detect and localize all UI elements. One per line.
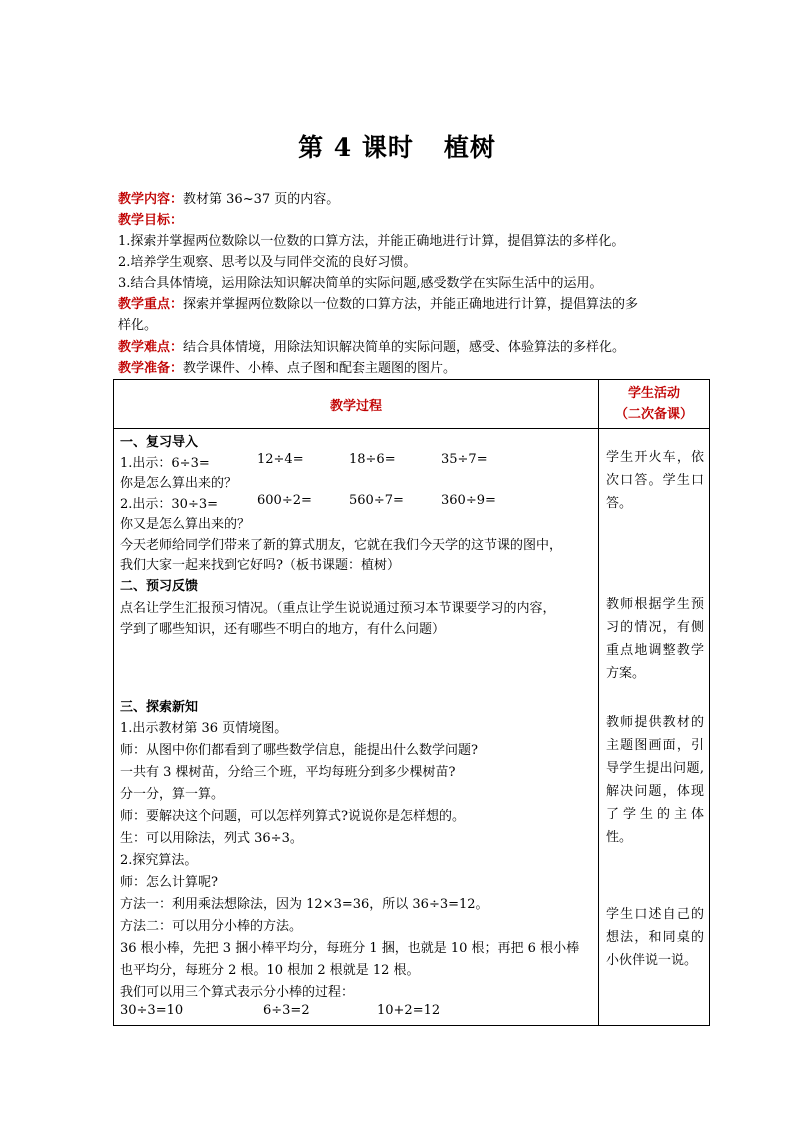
preview-text-line-2: 学到了哪些知识，还有哪些不明白的地方，有什么问题）: [120, 622, 446, 637]
explore-line: 师：怎么计算呢?: [120, 875, 218, 890]
teaching-goals-label: 教学目标：: [118, 213, 184, 228]
teaching-content-label: 教学内容：: [118, 192, 184, 207]
section-review-heading: 一、复习导入: [120, 435, 199, 450]
lesson-topic: 植树: [443, 133, 496, 162]
teaching-key-label: 教学重点：: [118, 297, 184, 312]
explore-line: 我们可以用三个算式表示分小棒的过程：: [120, 985, 355, 1000]
explore-line: 一共有 3 棵树苗，分给三个班，平均每班分到多少棵树苗?: [120, 765, 456, 780]
activity-preview: 教师根据学生预习的情况，有侧重点地调整教学方案。: [606, 597, 704, 681]
review-question-1: 你是怎么算出来的？: [120, 476, 238, 491]
teaching-key-point: [118, 295, 708, 315]
lesson-plan-table: [113, 379, 710, 1026]
review-question-2: 你又是怎么算出来的？: [120, 517, 251, 532]
process-header: 教学过程: [114, 380, 599, 429]
teaching-prep-text: 教学课件、小棒、点子图和配套主题图的图片。: [183, 361, 457, 376]
explore-line: 生：可以用除法，列式 36÷3。: [120, 831, 303, 846]
review-expr: 12÷4=: [257, 452, 304, 467]
activity-discuss: 学生口述自己的想法，和同桌的小伙伴说一说。: [606, 907, 704, 968]
review-expr: 35÷7=: [441, 452, 488, 467]
process-cell: [114, 429, 599, 1026]
teaching-difficulty-text: 结合具体情境，用除法知识解决简单的实际问题，感受、体验算法的多样化。: [183, 340, 626, 355]
teaching-difficulty: [118, 338, 718, 358]
teaching-prep-label: 教学准备：: [118, 361, 184, 376]
teaching-key-text: 探索并掌握两位数除以一位数的口算方法，并能正确地进行计算，提倡算法的多: [183, 297, 639, 312]
activity-cell: [599, 429, 710, 1026]
activity-explore: 教师提供教材的主题图画面，引导学生提出问题,解决问题，体现了学生的主体性。: [606, 715, 704, 845]
teaching-content-text: 教材第 36~37 页的内容。: [183, 192, 340, 207]
teaching-content: [118, 190, 718, 210]
equation: 10+2=12: [377, 1003, 441, 1018]
review-intro-line-2: 我们大家一起来找到它好吗?（板书课题：植树）: [120, 558, 400, 573]
review-intro-line-1: 今天老师给同学们带来了新的算式朋友，它就在我们今天学的这节课的图中，: [120, 538, 563, 553]
teaching-key-text-continued: 样化。: [118, 318, 158, 333]
teaching-goals-heading: [118, 211, 718, 231]
explore-line: 分一分，算一算。: [120, 787, 225, 802]
lesson-title: [0, 128, 794, 164]
table-header-row: [114, 380, 710, 429]
table-body-row: [114, 429, 710, 1026]
review-expr: 600÷2=: [257, 493, 312, 508]
explore-line: 方法二：可以用分小棒的方法。: [120, 919, 303, 934]
lesson-number: 第 4 课时: [298, 133, 414, 162]
explore-line: 师：从图中你们都看到了哪些数学信息，能提出什么数学问题?: [120, 743, 478, 758]
preview-text-line-1: 点名让学生汇报预习情况。（重点让学生说说通过预习本节课要学习的内容，: [120, 601, 556, 616]
activity-review: 学生开火车，依次口答。学生口答。: [606, 450, 704, 511]
explore-line: 1.出示教材第 36 页情境图。: [120, 721, 288, 736]
review-expr: 560÷7=: [349, 493, 404, 508]
review-expr: 18÷6=: [349, 452, 396, 467]
explore-line: 也平均分，每班分 2 根。10 根加 2 根就是 12 根。: [120, 963, 420, 978]
equation: 30÷3=10: [120, 1003, 184, 1018]
activity-header-subtitle: （二次备课）: [614, 407, 693, 422]
explore-line: 36 根小棒，先把 3 捆小棒平均分，每班分 1 捆，也就是 10 根；再把 6 根小棒: [120, 941, 580, 956]
review-expr: 2.出示：30÷3=: [120, 497, 219, 512]
section-explore-heading: 三、探索新知: [120, 700, 199, 715]
section-preview-heading: 二、预习反馈: [120, 579, 199, 594]
activity-header: [599, 380, 710, 429]
review-expr: 360÷9=: [441, 493, 496, 508]
explore-line: 方法一：利用乘法想除法，因为 12×3=36，所以 36÷3=12。: [120, 897, 489, 912]
teaching-goal-1: 1.探索并掌握两位数除以一位数的口算方法，并能正确地进行计算，提倡算法的多样化。: [118, 234, 625, 249]
activity-header-title: 学生活动: [627, 386, 680, 401]
equation: 6÷3=2: [263, 1003, 310, 1018]
teaching-goal-2: 2.培养学生观察、思考以及与同伴交流的良好习惯。: [118, 255, 417, 270]
explore-line: 2.探究算法。: [120, 853, 198, 868]
teaching-difficulty-label: 教学难点：: [118, 340, 184, 355]
explore-line: 师：要解决这个问题，可以怎样列算式?说说你是怎样想的。: [120, 809, 465, 824]
teaching-goal-3: 3.结合具体情境，运用除法知识解决简单的实际问题,感受数学在实际生活中的运用。: [118, 276, 603, 291]
review-expr: 1.出示：6÷3=: [120, 456, 210, 471]
teaching-preparation: [118, 359, 718, 379]
